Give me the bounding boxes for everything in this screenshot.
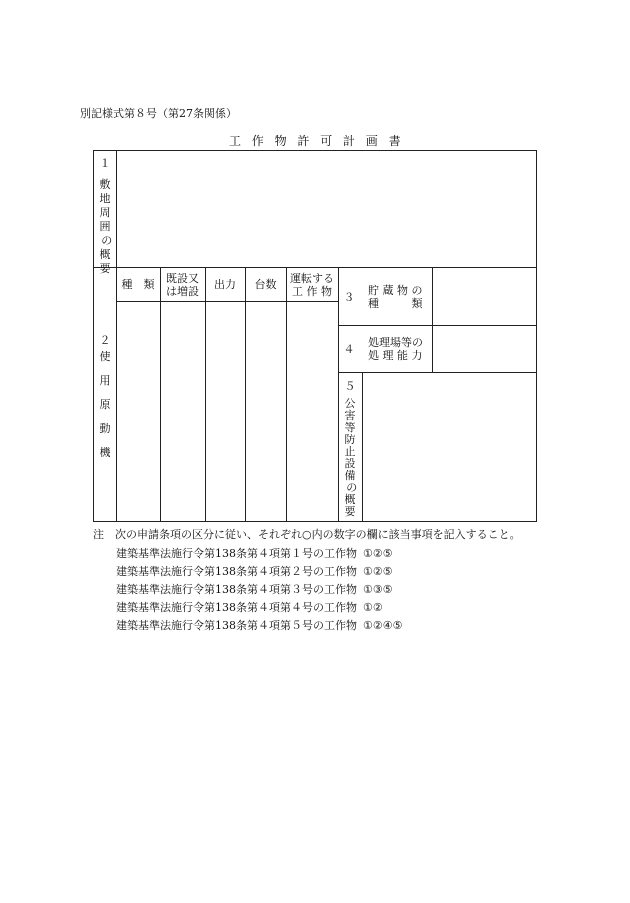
note-marks-2: ①②⑤ xyxy=(363,565,393,578)
divider-engine-header xyxy=(116,301,339,302)
note-clause-1: 建築基準法施行令第138条第４項第１号の工作物 xyxy=(116,547,357,560)
section4-label: 処理場等の 処 理 能 力 xyxy=(368,336,423,362)
note-marks-1: ①②⑤ xyxy=(363,547,393,560)
section1-label: 敷 地 周 囲 の 概 要 xyxy=(99,178,113,275)
note-marks-4: ①② xyxy=(363,601,383,614)
form-reference: 別記様式第８号（第27条関係） xyxy=(80,107,237,120)
section5-number: ５ xyxy=(344,380,356,393)
note-clause-2: 建築基準法施行令第138条第４項第２号の工作物 xyxy=(116,565,357,578)
divider-s2-label xyxy=(116,267,117,521)
section2-label: 使 用 原 動 機 xyxy=(99,350,111,459)
divider-col-existing xyxy=(205,267,206,521)
column-driven-structure: 運転する 工 作 物 xyxy=(290,272,334,298)
document-title: 工作物許可計画書 xyxy=(229,134,412,148)
section4-number: ４ xyxy=(343,343,355,356)
divider-col-count xyxy=(286,267,287,521)
note-clause-5: 建築基準法施行令第138条第４項第５号の工作物 xyxy=(116,619,357,632)
divider-s5-label xyxy=(362,372,363,521)
note-intro: 注 次の申請条項の区分に従い、それぞれ○内の数字の欄に該当事項を記入すること。 xyxy=(93,528,521,541)
section3-number: ３ xyxy=(343,291,355,304)
divider-col-output xyxy=(245,267,246,521)
divider-col-kind xyxy=(160,267,161,521)
note-marks-5: ①②④⑤ xyxy=(363,619,403,632)
divider-s3-s4 xyxy=(338,325,536,326)
section5-label: 公 害 等 防 止 設 備 の 概 要 xyxy=(344,397,358,518)
note-clause-3: 建築基準法施行令第138条第４項第３号の工作物 xyxy=(116,583,357,596)
section1-number: １ xyxy=(99,157,111,170)
section3-label: 貯 蔵 物 の 種 類 xyxy=(368,284,423,310)
divider-s1-label xyxy=(116,151,117,267)
permit-form-table xyxy=(93,150,537,522)
note-marks-3: ①③⑤ xyxy=(363,583,393,596)
divider-s34-value xyxy=(432,267,433,372)
column-kind: 種 類 xyxy=(121,278,155,291)
column-count: 台数 xyxy=(254,278,277,291)
section2-number: ２ xyxy=(99,334,111,347)
note-clause-4: 建築基準法施行令第138条第４項第４号の工作物 xyxy=(116,601,357,614)
column-existing-or-added: 既設又 は増設 xyxy=(166,272,199,298)
column-output: 出力 xyxy=(214,278,236,291)
divider-s4-s5 xyxy=(338,372,536,373)
